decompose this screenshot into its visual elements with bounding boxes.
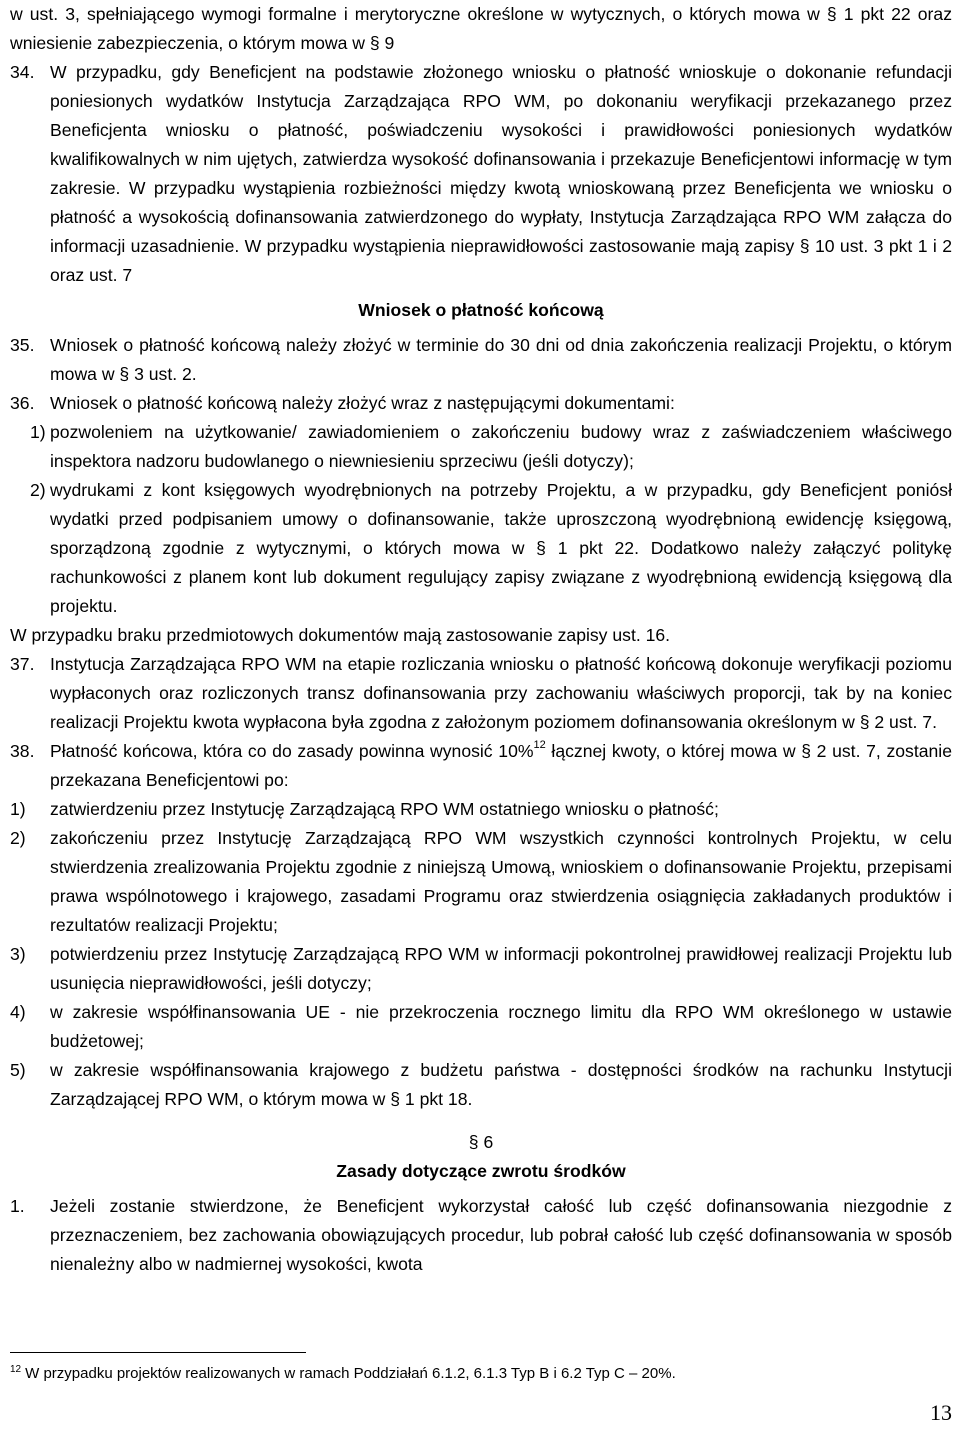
list-item <box>10 1056 952 1114</box>
paragraph-36 <box>10 389 952 418</box>
section-number: § 6 <box>468 1132 494 1152</box>
section-heading-final-payment: Wniosek o płatność końcową <box>358 300 604 320</box>
section-title: Zasady dotyczące zwrotu środków <box>336 1161 626 1181</box>
list-item-number: 2) <box>30 480 46 500</box>
list-item-number: 1) <box>30 422 46 442</box>
list-item-text: pozwoleniem na użytkowanie/ zawiadomieniem o zakończeniu budowy wraz z zaświadczeniem właściwego inspektora nadzoru budowlanego o niewniesieniu sprzeciwu (jeśli dotyczy); <box>50 422 952 471</box>
list-item-number: 5) <box>10 1060 26 1080</box>
list-item <box>10 824 952 940</box>
paragraph-number: 35. <box>10 335 35 355</box>
list-item-text: w zakresie współfinansowania krajowego z budżetu państwa - dostępności środków na rachunku Instytucji Zarządzającej RPO WM, o którym mowa w § 1 pkt 18. <box>50 1060 952 1109</box>
list-item-number: 1) <box>10 799 26 819</box>
continuation-text: w ust. 3, spełniającego wymogi formalne i merytoryczne określone w wytycznych, o których mowa w § 1 pkt 22 oraz wniesienie zabezpieczenia, o którym mowa w § 9 <box>10 4 952 53</box>
footnote-divider <box>10 1352 306 1353</box>
list-item-text: potwierdzeniu przez Instytucję Zarządzającą RPO WM w informacji pokontrolnej prawidłowej realizacji Projektu lub usunięcia nieprawidłowości, jeśli dotyczy; <box>50 944 952 993</box>
paragraph-text: Jeżeli zostanie stwierdzone, że Beneficjent wykorzystał całość lub część dofinansowania niezgodnie z przeznaczeniem, bez zachowania obowiązujących procedur, lub pobrał całość lub część dofinansowania w sposób nienależny albo w nadmiernej wysokości, kwota <box>50 1196 952 1274</box>
footnote-text: W przypadku projektów realizowanych w ramach Poddziałań 6.1.2, 6.1.3 Typ B i 6.2 Typ C – 20%. <box>25 1365 676 1382</box>
paragraph-number: 1. <box>10 1196 25 1216</box>
paragraph-number: 34. <box>10 62 35 82</box>
list-item-text: zakończeniu przez Instytucję Zarządzającą RPO WM wszystkich czynności kontrolnych Projektu, w celu stwierdzenia zrealizowania Projektu zgodnie z niniejszą Umową, wnioskiem o dofinansowanie Projektu, przepisami prawa wspólnotowego i krajowego, zasadami Programu oraz stwierdzenia osiągnięcia zakładanych produktów i rezultatów realizacji Projektu; <box>50 828 952 935</box>
list-item-number: 2) <box>10 828 26 848</box>
paragraph-37 <box>10 650 952 737</box>
footnote-number: 12 <box>10 1364 22 1375</box>
footnote-reference[interactable]: 12 <box>533 739 546 751</box>
paragraph-text: Instytucja Zarządzająca RPO WM na etapie rozliczania wniosku o płatność końcową dokonuje weryfikacji poziomu wypłaconych oraz rozliczonych transz dofinansowania przy zachowaniu właściwych proporcji, tak by na koniec realizacji Projektu kwota wypłacona była zgodna z założonym poziomem dofinansowania określonym w § 2 ust. 7. <box>50 654 952 732</box>
list-item-text: w zakresie współfinansowania UE - nie przekroczenia rocznego limitu dla RPO WM określonego w ustawie budżetowej; <box>50 1002 952 1051</box>
paragraph-text-before: Płatność końcowa, która co do zasady powinna wynosić 10% <box>50 741 534 761</box>
paragraph-text: W przypadku, gdy Beneficjent na podstawie złożonego wniosku o płatność wnioskuje o dokonanie refundacji poniesionych wydatków Instytucja Zarządzająca RPO WM, po dokonaniu weryfikacji przekazanego przez Beneficjenta wniosku o płatność, poświadczeniu wysokości i prawidłowości poniesionych wydatków kwalifikowalnych w nim ujętych, zatwierdza wysokość dofinansowania i przekazuje Beneficjentowi informację w tym zakresie. W przypadku wystąpienia rozbieżności między kwotą wnioskowaną przez Beneficjenta we wniosku o płatność a wysokością dofinansowania zatwierdzonego do wypłaty, Instytucja Zarządzająca RPO WM załącza do informacji uzasadnienie. W przypadku wystąpienia nieprawidłowości zastosowanie mają zapisy § 10 ust. 3 pkt 1 i 2 oraz ust. 7 <box>50 62 952 285</box>
paragraph-text: Wniosek o płatność końcową należy złożyć w terminie do 30 dni od dnia zakończenia realizacji Projektu, o którym mowa w § 3 ust. 2. <box>50 335 952 384</box>
paragraph-number: 37. <box>10 654 35 674</box>
list-item <box>10 940 952 998</box>
paragraph-text-after: łącznej kwoty, o której mowa w § 2 ust. 7, zostanie przekazana Beneficjentowi po: <box>50 741 952 790</box>
paragraph-35 <box>10 331 952 389</box>
paragraph-text: Wniosek o płatność końcową należy złożyć wraz z następującymi dokumentami: <box>50 393 675 413</box>
paragraph-38 <box>10 737 952 795</box>
paragraph-36-note: W przypadku braku przedmiotowych dokumentów mają zastosowanie zapisy ust. 16. <box>10 625 671 645</box>
paragraph-number: 36. <box>10 393 35 413</box>
paragraph-34 <box>10 58 952 290</box>
section-6-paragraph-1 <box>10 1192 952 1279</box>
list-item <box>10 476 952 621</box>
paragraph-number: 38. <box>10 741 35 761</box>
list-item-number: 4) <box>10 1002 26 1022</box>
footnote <box>10 1364 950 1384</box>
list-item <box>10 795 952 824</box>
page-number: 13 <box>930 1400 952 1425</box>
list-item-text: zatwierdzeniu przez Instytucję Zarządzającą RPO WM ostatniego wniosku o płatność; <box>50 799 719 819</box>
list-item-text: wydrukami z kont księgowych wyodrębnionych na potrzeby Projektu, a w przypadku, gdy Beneficjent poniósł wydatki przed podpisaniem umowy o dofinansowanie, także uproszczoną wyodrębnioną ewidencję księgową, sporządzoną zgodnie z wytycznymi, o których mowa w § 1 pkt 22. Dodatkowo należy załączyć politykę rachunkowości z planem kont lub dokument regulujący zapisy związane z wyodrębnioną ewidencją księgową dla projektu. <box>50 480 952 616</box>
list-item <box>10 998 952 1056</box>
list-item-number: 3) <box>10 944 26 964</box>
body-text <box>10 0 952 1279</box>
list-item <box>10 418 952 476</box>
